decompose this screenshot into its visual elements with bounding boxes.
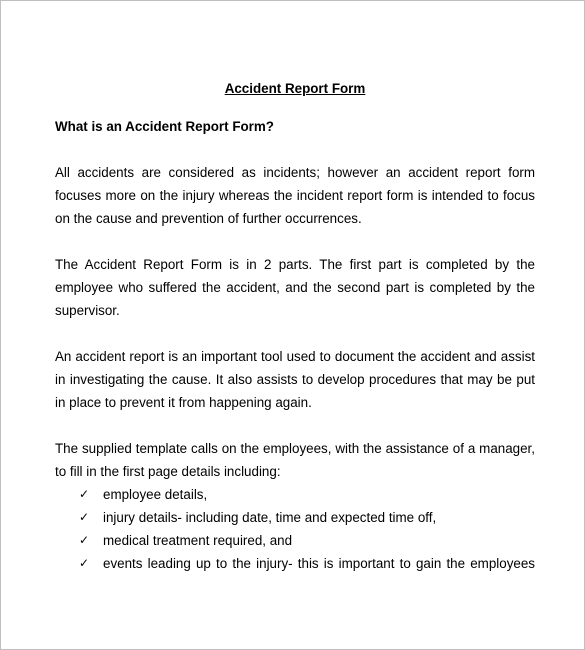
paragraph-2: The Accident Report Form is in 2 parts. The first part is completed by the employee who suffered the accident, and the second part is completed by the supervisor. — [55, 257, 535, 318]
details-checklist — [55, 483, 535, 575]
checklist-item — [55, 552, 535, 575]
checklist-item — [55, 529, 535, 552]
checkmark-icon: ✓ — [79, 487, 90, 501]
paragraph-1: All accidents are considered as incidents; however an accident report form focuses more on the injury whereas the incident report form is intended to focus on the cause and prevention of further occurrences. — [55, 165, 535, 226]
paragraph-4: The supplied template calls on the employees, with the assistance of a manager, to fill in the first page details including: — [55, 441, 535, 479]
checkmark-icon: ✓ — [79, 533, 90, 547]
checklist-item-text: medical treatment required, and — [103, 533, 293, 548]
section-heading: What is an Accident Report Form? — [55, 119, 274, 134]
paragraph-3: An accident report is an important tool used to document the accident and assist in investigating the cause. It also assists to develop procedures that may be put in place to prevent it from happening again. — [55, 349, 535, 410]
checklist-item-text: events leading up to the injury- this is important to gain the employees — [103, 556, 535, 571]
checkmark-icon: ✓ — [79, 556, 90, 570]
checkmark-icon: ✓ — [79, 510, 90, 524]
document-title: Accident Report Form — [224, 81, 366, 96]
checklist-item-text: injury details- including date, time and expected time off, — [103, 510, 437, 525]
checklist-item — [55, 506, 535, 529]
checklist-item-text: employee details, — [103, 487, 208, 502]
checklist-item — [55, 483, 535, 506]
document-body — [55, 80, 535, 575]
